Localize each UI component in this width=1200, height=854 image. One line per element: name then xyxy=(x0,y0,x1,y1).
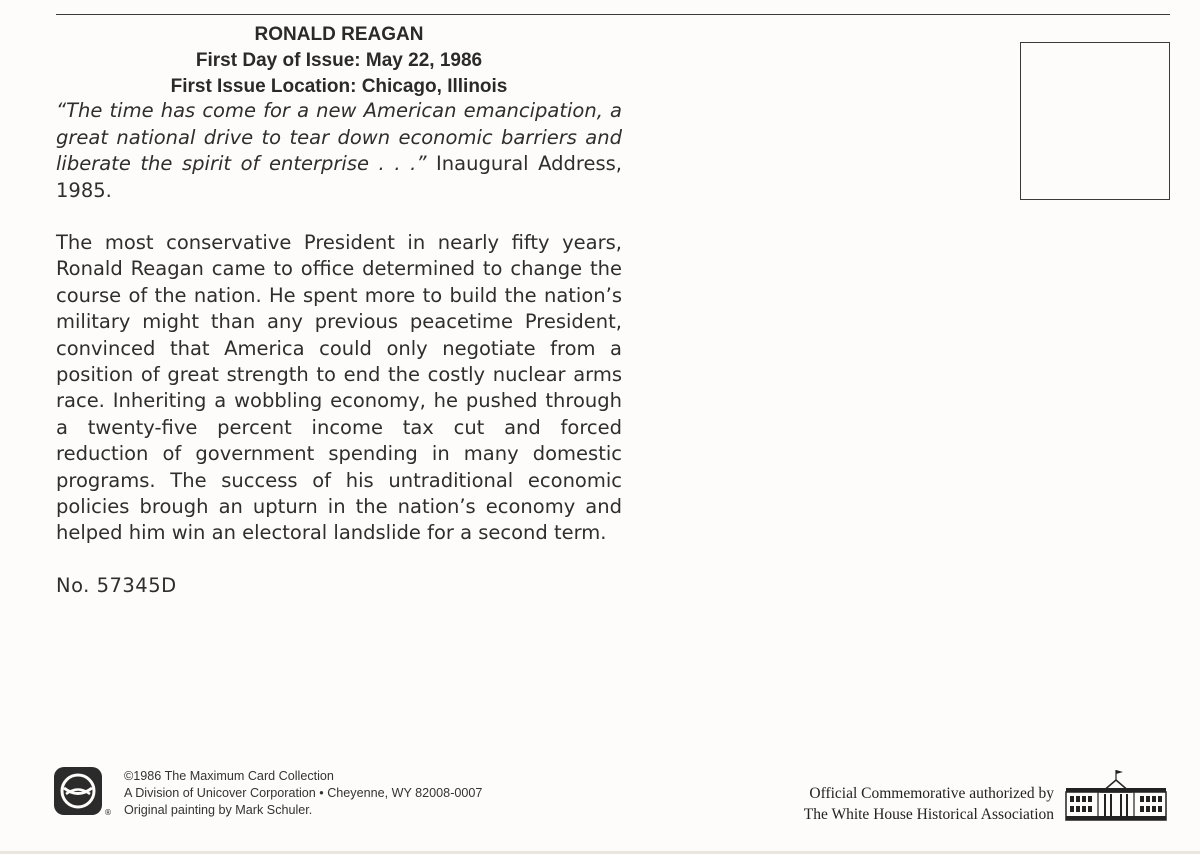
quote-text: “The time has come for a new American emancipation, a great national drive to tear down economic barriers and liberate the spirit of enterprise . . .” xyxy=(56,99,622,175)
stamp-placement-box xyxy=(1020,42,1170,200)
title-block xyxy=(56,22,622,100)
division-line: A Division of Unicover Corporation • Cheyenne, WY 82008-0007 xyxy=(124,786,483,800)
inaugural-quote xyxy=(56,98,622,204)
official-line-2: The White House Historical Association xyxy=(803,805,1054,823)
official-commemorative xyxy=(804,784,1054,825)
top-rule xyxy=(56,14,1170,15)
copyright-line: ©1986 The Maximum Card Collection xyxy=(124,769,334,783)
painting-credit: Original painting by Mark Schuler. xyxy=(124,803,313,817)
unicover-logo-icon xyxy=(54,767,102,815)
first-issue-location: First Issue Location: Chicago, Illinois xyxy=(170,76,508,97)
official-line-1: Official Commemorative authorized by xyxy=(809,785,1054,802)
card-title: RONALD REAGAN xyxy=(254,24,424,45)
first-day-of-issue: First Day of Issue: May 22, 1986 xyxy=(195,50,483,71)
publisher-credits xyxy=(124,768,482,819)
quote-source: Inaugural Address, 1985. xyxy=(56,152,623,202)
white-house-icon xyxy=(1064,768,1168,824)
registered-mark: ® xyxy=(104,808,112,817)
biography-paragraph: The most conservative President in nearly fifty years, Ronald Reagan came to office determined to change the course of the nation. He spent more to build the nation’s military might than any previous peacetime President, convinced that America could only negotiate from a position of great strength to end the costly nuclear arms race. Inheriting a wobbling economy, he pushed through a twenty-five percent income tax cut and forced reduction of government spending in many domestic programs. The success of his untraditional economic policies brough an upturn in the nation’s economy and helped him win an electoral landslide for a second term. xyxy=(56,231,622,545)
catalog-number: No. 57345D xyxy=(56,574,177,597)
